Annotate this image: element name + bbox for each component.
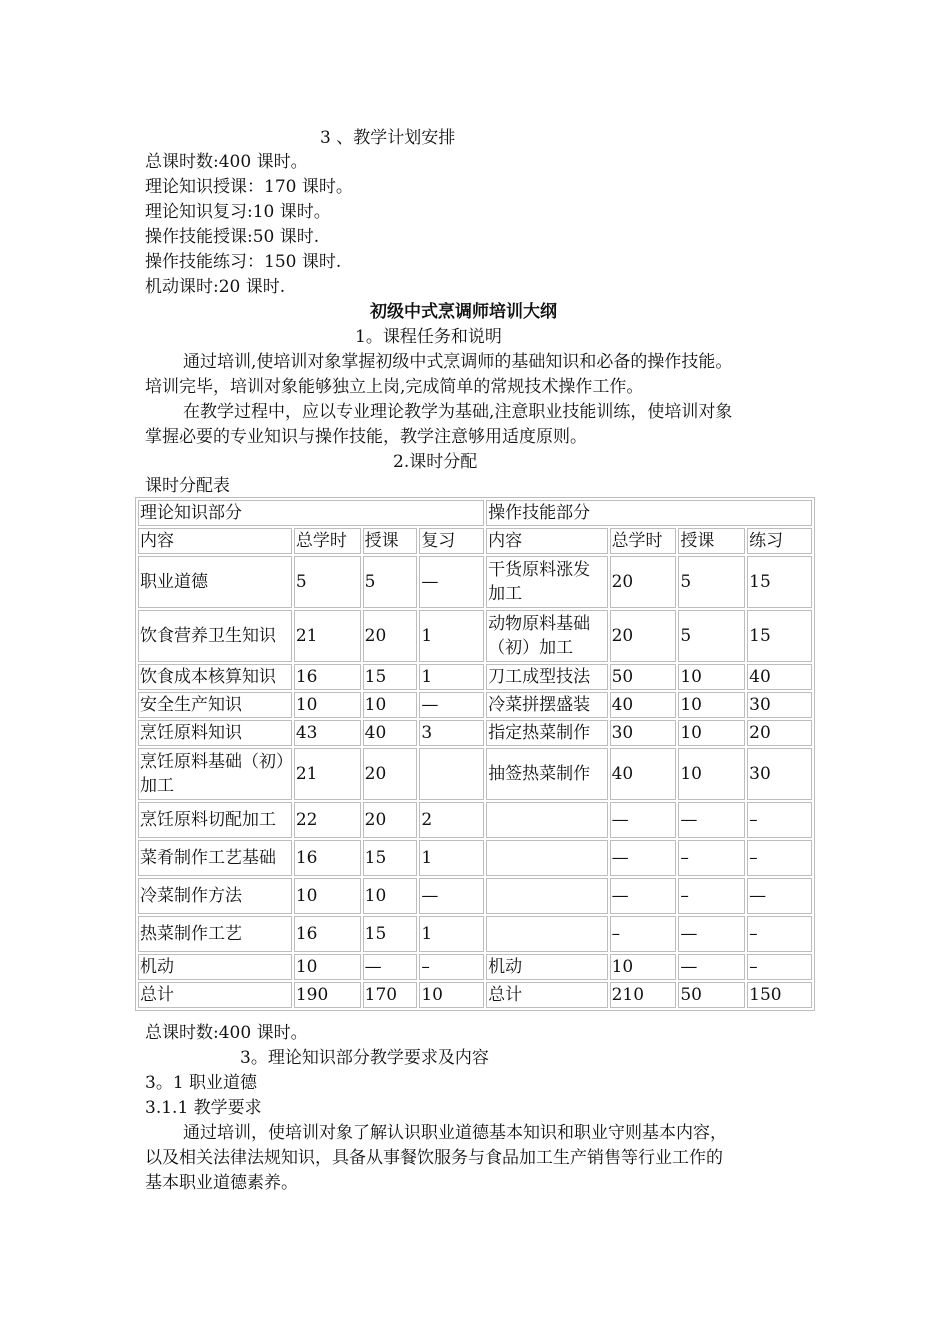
table-cell: 10 [610,954,677,980]
table-cell: 1 [419,916,484,952]
table-cell: 21 [294,610,361,662]
paragraph-3-line-1: 通过培训，使培训对象了解认识职业道德基本知识和职业守则基本内容， [183,1123,727,1143]
header-cell: 总学时 [610,528,677,554]
table-cell: 1 [419,664,484,690]
table-cell: 10 [678,664,745,690]
table-cell: 20 [363,610,418,662]
total-hours-line: 总课时数:400 课时。 [145,1023,308,1043]
section-3-heading: 3。理论知识部分教学要求及内容 [240,1048,489,1068]
table-row [138,748,812,800]
table-cell: 16 [294,840,361,876]
table-cell: — [678,916,745,952]
table-cell: — [678,954,745,980]
table-cell: 20 [363,748,418,800]
table-cell: – [419,954,484,980]
outline-title: 初级中式烹调师培训大纲 [370,302,557,322]
plan-line-skill-practice: 操作技能练习：150 课时. [145,252,342,272]
paragraph-1-line-2: 培训完毕，培训对象能够独立上岗,完成简单的常规技术操作工作。 [145,377,644,397]
table-cell: 抽签热菜制作 [486,748,607,800]
table-cell: 10 [419,982,484,1008]
table-cell: 10 [678,720,745,746]
table-cell: — [419,692,484,718]
header-cell: 总学时 [294,528,361,554]
table-cell: 烹饪原料切配加工 [138,802,292,838]
table-cell: – [747,954,812,980]
table-group-row [138,500,812,526]
table-cell: — [610,878,677,914]
table-cell: 烹饪原料知识 [138,720,292,746]
hours-allocation-heading: 2.课时分配 [393,452,478,472]
table-cell: 刀工成型技法 [486,664,607,690]
table-cell: 15 [363,916,418,952]
table-body [138,500,812,1008]
section-3-title: 3 、教学计划安排 [320,128,456,148]
theory-group-header: 理论知识部分 [138,500,484,526]
table-cell: 40 [610,692,677,718]
table-row [138,982,812,1008]
table-header-row [138,528,812,554]
table-cell: 热菜制作工艺 [138,916,292,952]
table-cell: – [678,840,745,876]
table-cell: 10 [294,692,361,718]
table-cell: 20 [610,556,677,608]
table-cell: 安全生产知识 [138,692,292,718]
table-cell: — [363,954,418,980]
table-cell: 10 [294,954,361,980]
table-cell: 干货原料涨发加工 [486,556,607,608]
table-cell: 指定热菜制作 [486,720,607,746]
skill-group-header: 操作技能部分 [486,500,812,526]
table-cell: 10 [363,878,418,914]
table-cell: 1 [419,840,484,876]
table-cell: 3 [419,720,484,746]
table-caption: 课时分配表 [145,476,230,496]
table-cell: — [747,878,812,914]
table-row [138,954,812,980]
table-row [138,802,812,838]
paragraph-3-line-3: 基本职业道德素养。 [145,1173,298,1193]
table-row [138,556,812,608]
table-cell: 机动 [486,954,607,980]
table-cell: 50 [678,982,745,1008]
table-cell [486,840,607,876]
table-cell: 20 [747,720,812,746]
table-cell: 烹饪原料基础（初）加工 [138,748,292,800]
header-cell: 练习 [747,528,812,554]
table-cell: 冷菜拼摆盛装 [486,692,607,718]
table-cell: 饮食营养卫生知识 [138,610,292,662]
table-cell: 16 [294,664,361,690]
table-row [138,720,812,746]
table-cell: 菜肴制作工艺基础 [138,840,292,876]
table-row [138,916,812,952]
subsection-3-1: 3。1 职业道德 [145,1073,258,1093]
header-cell: 内容 [138,528,292,554]
table-cell: 190 [294,982,361,1008]
table-cell: 10 [678,692,745,718]
header-cell: 内容 [486,528,607,554]
plan-line-skill-teaching: 操作技能授课:50 课时. [145,227,320,247]
plan-line-theory-review: 理论知识复习:10 课时。 [145,202,331,222]
table-cell: 5 [678,610,745,662]
table-cell [486,802,607,838]
header-cell: 授课 [363,528,418,554]
table-cell: – [747,916,812,952]
paragraph-2-line-1: 在教学过程中，应以专业理论教学为基础,注意职业技能训练，使培训对象 [183,402,733,422]
table-cell: 机动 [138,954,292,980]
table-cell: 总计 [486,982,607,1008]
table-cell: — [419,556,484,608]
table-cell: 170 [363,982,418,1008]
table-cell: 210 [610,982,677,1008]
paragraph-3-line-2: 以及相关法律法规知识，具备从事餐饮服务与食品加工生产销售等行业工作的 [145,1148,723,1168]
table-cell: 43 [294,720,361,746]
table-cell: — [678,802,745,838]
table-row [138,840,812,876]
table-row [138,692,812,718]
table-cell [486,878,607,914]
table-cell: 2 [419,802,484,838]
table-cell: – [610,916,677,952]
table-cell: 1 [419,610,484,662]
table-cell: 30 [747,748,812,800]
plan-line-total: 总课时数:400 课时。 [145,152,308,172]
table-cell: 15 [747,556,812,608]
table-cell: 10 [363,692,418,718]
plan-line-theory-teaching: 理论知识授课：170 课时。 [145,177,353,197]
table-row [138,878,812,914]
table-cell: – [747,802,812,838]
table-cell: 20 [363,802,418,838]
subsection-3-1-1: 3.1.1 教学要求 [145,1098,262,1118]
table-cell: 冷菜制作方法 [138,878,292,914]
plan-line-flexible: 机动课时:20 课时. [145,277,286,297]
table-cell: 5 [363,556,418,608]
table-cell: 15 [747,610,812,662]
table-cell: 30 [747,692,812,718]
table-row [138,610,812,662]
table-cell: 22 [294,802,361,838]
table-cell: 职业道德 [138,556,292,608]
table-cell: 总计 [138,982,292,1008]
table-cell: 15 [363,664,418,690]
table-cell: – [678,878,745,914]
table-cell [486,916,607,952]
table-cell [419,748,484,800]
table-cell: 5 [678,556,745,608]
table-cell: — [610,802,677,838]
course-task-heading: 1。课程任务和说明 [355,327,502,347]
header-cell: 授课 [678,528,745,554]
table-cell: 5 [294,556,361,608]
hours-allocation-table [135,497,815,1011]
table-cell: 40 [610,748,677,800]
table-cell: 50 [610,664,677,690]
table-cell: — [419,878,484,914]
table-cell: – [747,840,812,876]
header-cell: 复习 [419,528,484,554]
table-cell: 21 [294,748,361,800]
table-cell: 30 [610,720,677,746]
table-cell: 10 [678,748,745,800]
table-cell: 15 [363,840,418,876]
table-cell: — [610,840,677,876]
table-cell: 20 [610,610,677,662]
table-row [138,664,812,690]
table-cell: 饮食成本核算知识 [138,664,292,690]
paragraph-2-line-2: 掌握必要的专业知识与操作技能，教学注意够用适度原则。 [145,427,587,447]
paragraph-1-line-1: 通过培训,使培训对象掌握初级中式烹调师的基础知识和必备的操作技能。 [183,352,733,372]
table-cell: 10 [294,878,361,914]
table-cell: 150 [747,982,812,1008]
table-cell: 40 [747,664,812,690]
table-cell: 16 [294,916,361,952]
table-cell: 40 [363,720,418,746]
table-cell: 动物原料基础（初）加工 [486,610,607,662]
